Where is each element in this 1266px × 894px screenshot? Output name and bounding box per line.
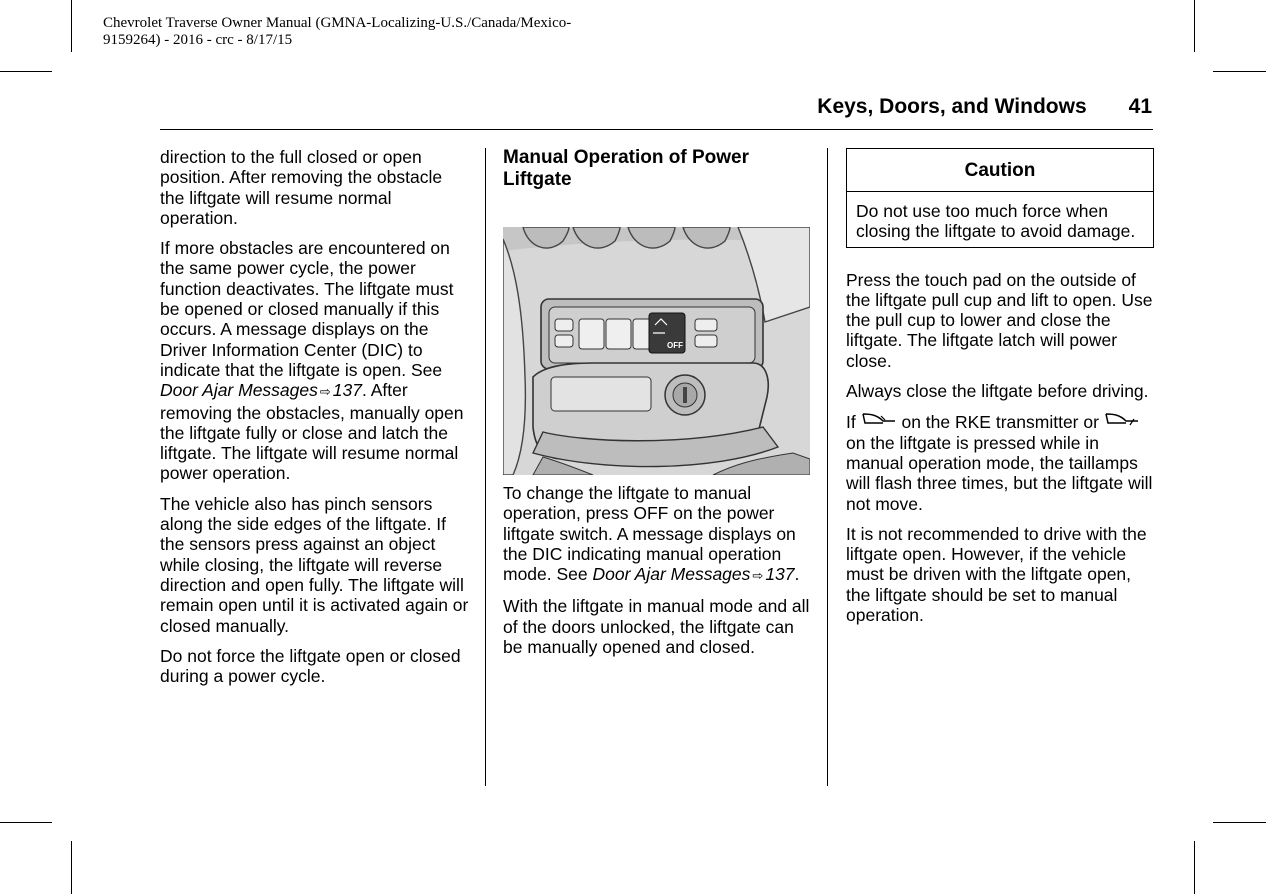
switch-off-label: OFF <box>667 341 683 350</box>
paragraph <box>160 238 470 484</box>
xref-title: Door Ajar Messages <box>160 380 318 401</box>
page-ref-arrow-icon: ⇨ <box>752 568 764 584</box>
xref-page: 137 <box>765 564 795 585</box>
running-head <box>160 95 1152 119</box>
meta-line: 9159264) - 2016 - crc - 8/17/15 <box>103 32 293 48</box>
paragraph: direction to the full closed or open position. After removing the obstacle the liftgate will resume normal operation. <box>160 147 443 228</box>
crop-mark <box>71 0 72 52</box>
cross-reference-link[interactable] <box>160 380 362 400</box>
crop-mark <box>1213 71 1266 72</box>
paragraph-text: on the RKE transmitter or <box>901 412 1099 433</box>
xref-page: 137 <box>332 380 362 401</box>
paragraph-text: To change the liftgate to manual operation, press OFF on the power liftgate switch. A message displays on the DIC indicating manual operation mode. See <box>503 483 796 585</box>
paragraph: Always close the liftgate before driving. <box>846 381 1149 402</box>
document-meta <box>103 15 663 49</box>
paragraph <box>846 411 1154 513</box>
liftgate-icon <box>861 411 897 429</box>
xref-title: Door Ajar Messages <box>592 564 751 585</box>
paragraph-text: If more obstacles are encountered on the same power cycle, the power function deactivates. The liftgate must be opened or closed manually if this occurs. A message displays on the Driver Information Center (DIC) to indicate that the liftgate is open. See <box>160 238 454 380</box>
paragraph: Do not force the liftgate open or closed during a power cycle. <box>160 645 461 687</box>
crop-mark <box>0 71 52 72</box>
crop-mark <box>1194 0 1195 52</box>
caution-text: Do not use too much force when closing the liftgate to avoid damage. <box>856 201 1136 242</box>
crop-mark <box>1213 822 1266 823</box>
paragraph-text: . After removing the obstacles, manually open the liftgate fully or close and latch the liftgate. The liftgate will resume normal power operation. <box>160 380 464 484</box>
page-number: 41 <box>1128 95 1152 118</box>
section-title: Keys, Doors, and Windows <box>817 95 1087 118</box>
crop-mark <box>1194 841 1195 894</box>
paragraph: It is not recommended to drive with the liftgate open. However, if the vehicle must be driven with the liftgate open, the liftgate should be set to manual operation. <box>846 523 1147 626</box>
crop-mark <box>0 822 52 823</box>
paragraph: With the liftgate in manual mode and all of the doors unlocked, the liftgate can be manually opened and closed. <box>503 596 810 658</box>
meta-line: Chevrolet Traverse Owner Manual (GMNA-Localizing-U.S./Canada/Mexico- <box>103 15 572 31</box>
cross-reference-link[interactable] <box>593 564 795 584</box>
crop-mark <box>71 841 72 894</box>
paragraph-text: . <box>794 564 800 585</box>
caution-box <box>846 148 1154 248</box>
column-divider <box>485 148 486 786</box>
section-heading: Manual Operation of Power Liftgate <box>503 147 749 190</box>
column-2 <box>503 147 813 667</box>
column-1 <box>160 147 470 696</box>
power-liftgate-switch-illustration <box>503 227 810 475</box>
column-3 <box>846 148 1154 635</box>
caution-title: Caution <box>847 149 1153 192</box>
column-divider <box>827 148 828 786</box>
liftgate-icon <box>1104 411 1140 429</box>
page-ref-arrow-icon: ⇨ <box>319 384 331 400</box>
paragraph: Press the touch pad on the outside of the liftgate pull cup and lift to open. Use the pull cup to lower and close the liftgate. The liftgate latch will power close. <box>846 269 1153 371</box>
paragraph <box>503 483 813 586</box>
paragraph-text: on the liftgate is pressed while in manual operation mode, the taillamps will flash three times, but the liftgate will not move. <box>846 432 1153 514</box>
paragraph: The vehicle also has pinch sensors along the side edges of the liftgate. If the sensors press against an object while closing, the liftgate will reverse direction and open fully. The liftgate will remain open until it is activated again or closed manually. <box>160 493 469 636</box>
paragraph-text: If <box>846 412 856 433</box>
header-rule <box>160 129 1153 130</box>
